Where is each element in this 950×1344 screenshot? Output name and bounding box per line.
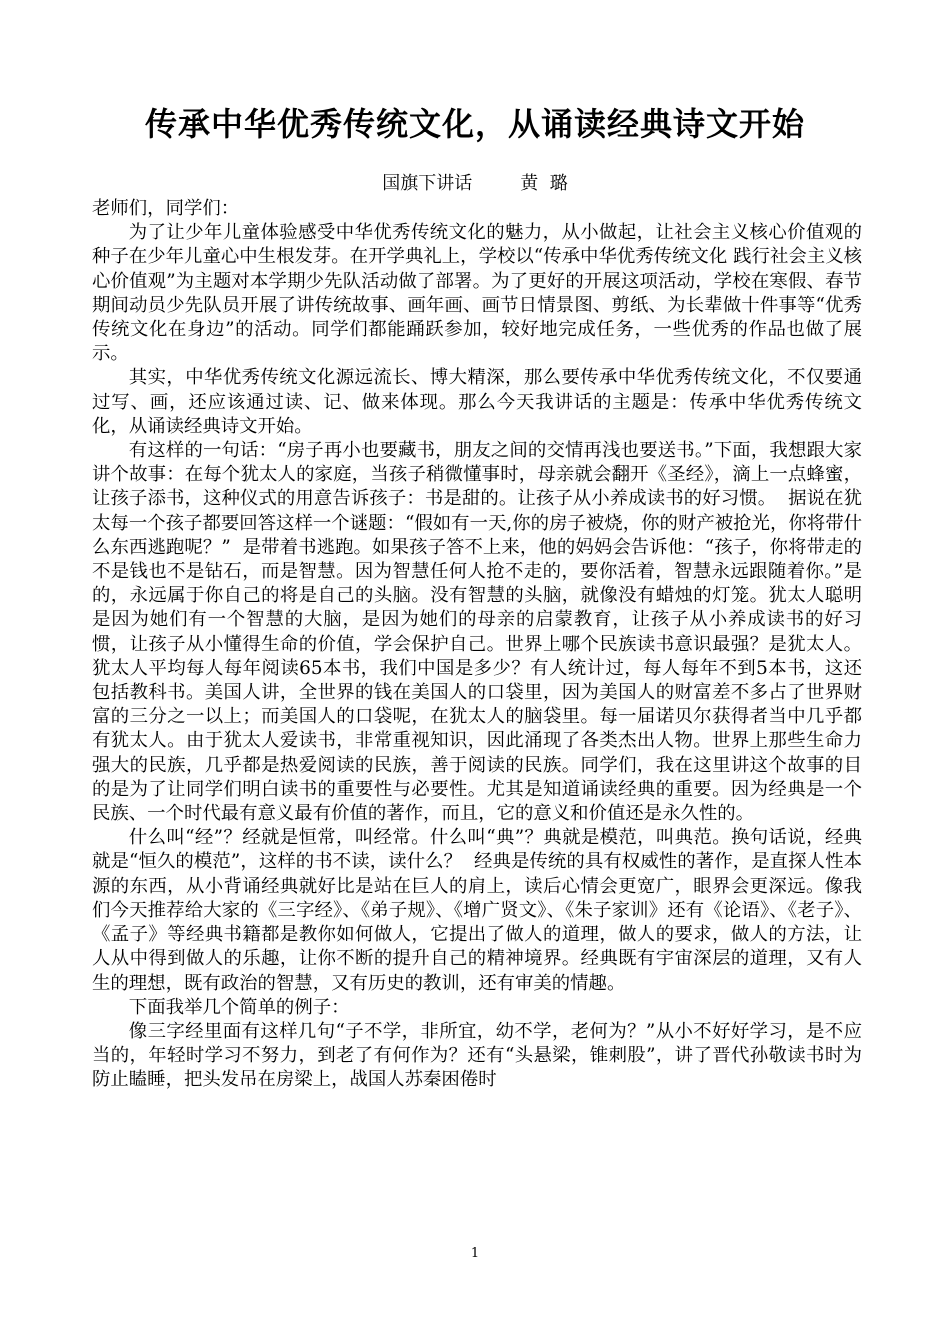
speech-occasion: 国旗下讲话 xyxy=(382,173,473,194)
paragraph-theme: 其实，中华优秀传统文化源远流长、博大精深，那么要传承中华优秀传统文化，不仅要通过写、画，还应该通过读、记、做来体现。那么今天我讲话的主题是：传承中华优秀传统文化，从诵读经典诗文开始。 xyxy=(92,367,862,437)
paragraph-classics-meaning: 什么叫“经”？经就是恒常，叫经常。什么叫“典”？典就是模范，叫典范。换句话说，经典就是“恒久的模范”，这样的书不读，读什么？ 经典是传统的具有权威性的著作，是直探人性本源的东西，从小背诵经典就好比是站在巨人的肩上，读后心情会更宽广，眼界会更深远。像我们今天推荐给大家的《三字经》、《弟子规》、《增广贤文》、《朱子家训》还有《论语》、《老子》、《孟子》等经典书籍都是教你如何做人，它提出了做人的道理，做人的要求，做人的方法，让人从中得到做人的乐趣，让你不断的提升自己的精神境界。经典既有宇宙深层的道理，又有人生的理想，既有政治的智慧，又有历史的教训，还有审美的情趣。 xyxy=(92,827,862,994)
page-title: 传承中华优秀传统文化，从诵读经典诗文开始 xyxy=(144,105,805,143)
paragraph-three-character-classic: 像三字经里面有这样几句“子不学，非所宜，幼不学，老何为？”从小不好好学习，是不应当的，年轻时学习不努力，到老了有何作为？还有“头悬梁，锥刺股”，讲了晋代孙敬读书时为防止瞌睡，把头发吊在房梁上，战国人苏秦困倦时 xyxy=(92,1020,862,1091)
speech-body xyxy=(92,197,862,1093)
author-name: 黄 璐 xyxy=(520,173,568,194)
paragraph-jewish-story: 有这样的一句话：“房子再小也要藏书，朋友之间的交情再浅也要送书。”下面，我想跟大家讲个故事：在每个犹太人的家庭，当孩子稍微懂事时，母亲就会翻开《圣经》，滴上一点蜂蜜，让孩子添书，这种仪式的用意告诉孩子：书是甜的。让孩子从小养成读书的好习惯。 据说在犹太每一个孩子都要回答这样一个谜题：“假如有一天,你的房子被烧，你的财产被抢光，你将带什么东西逃跑呢？” 是带着书逃跑。如果孩子答不上来，他的妈妈会告诉他：“孩子，你将带走的不是钱也不是钻石，而是智慧。因为智慧任何人抢不走的，要你活着，智慧永远跟随着你。”是的，永远属于你自己的将是自己的头脑。没有智慧的头脑，就像没有蜡烛的灯笼。犹太人聪明是因为她们有一个智慧的大脑，是因为她们的母亲的启蒙教育，让孩子从小养成读书的好习惯，让孩子从小懂得生命的价值，学会保护自己。世界上哪个民族读书意识最强？是犹太人。犹太人平均每人每年阅读65本书，我们中国是多少？有人统计过，每人每年不到5本书，这还包括教科书。美国人讲，全世界的钱在美国人的口袋里，因为美国人的财富差不多占了世界财富的三分之一以上；而美国人的口袋呢，在犹太人的脑袋里。每一届诺贝尔获得者当中几乎都有犹太人。由于犹太人爱读书，非常重视知识，因此涌现了各类杰出人物。世界上那些生命力强大的民族，几乎都是热爱阅读的民族，善于阅读的民族。同学们，我在这里讲这个故事的目的是为了让同学们明白读书的重要性与必要性。尤其是知道诵读经典的重要。因为经典是一个民族、一个时代最有意义最有价值的著作，而且，它的意义和价值还是永久性的。 xyxy=(92,440,862,825)
salutation: 老师们，同学们： xyxy=(92,198,240,219)
byline xyxy=(92,172,858,196)
paragraph-examples-intro: 下面我举几个简单的例子： xyxy=(128,996,350,1018)
paragraph-intro: 为了让少年儿童体验感受中华优秀传统文化的魅力，从小做起，让社会主义核心价值观的种子在少年儿童心中生根发芽。在开学典礼上，学校以“传承中华优秀传统文化 践行社会主义核心价值观”为主题对本学期少先队活动做了部署。为了更好的开展这项活动，学校在寒假、春节期间动员少先队员开展了讲传统故事、画年画、画节日情景图、剪纸、为长辈做十件事等“优秀传统文化在身边”的活动。同学们都能踊跃参加，较好地完成任务，一些优秀的作品也做了展示。 xyxy=(92,222,862,365)
page-number: 1 xyxy=(470,1246,480,1261)
